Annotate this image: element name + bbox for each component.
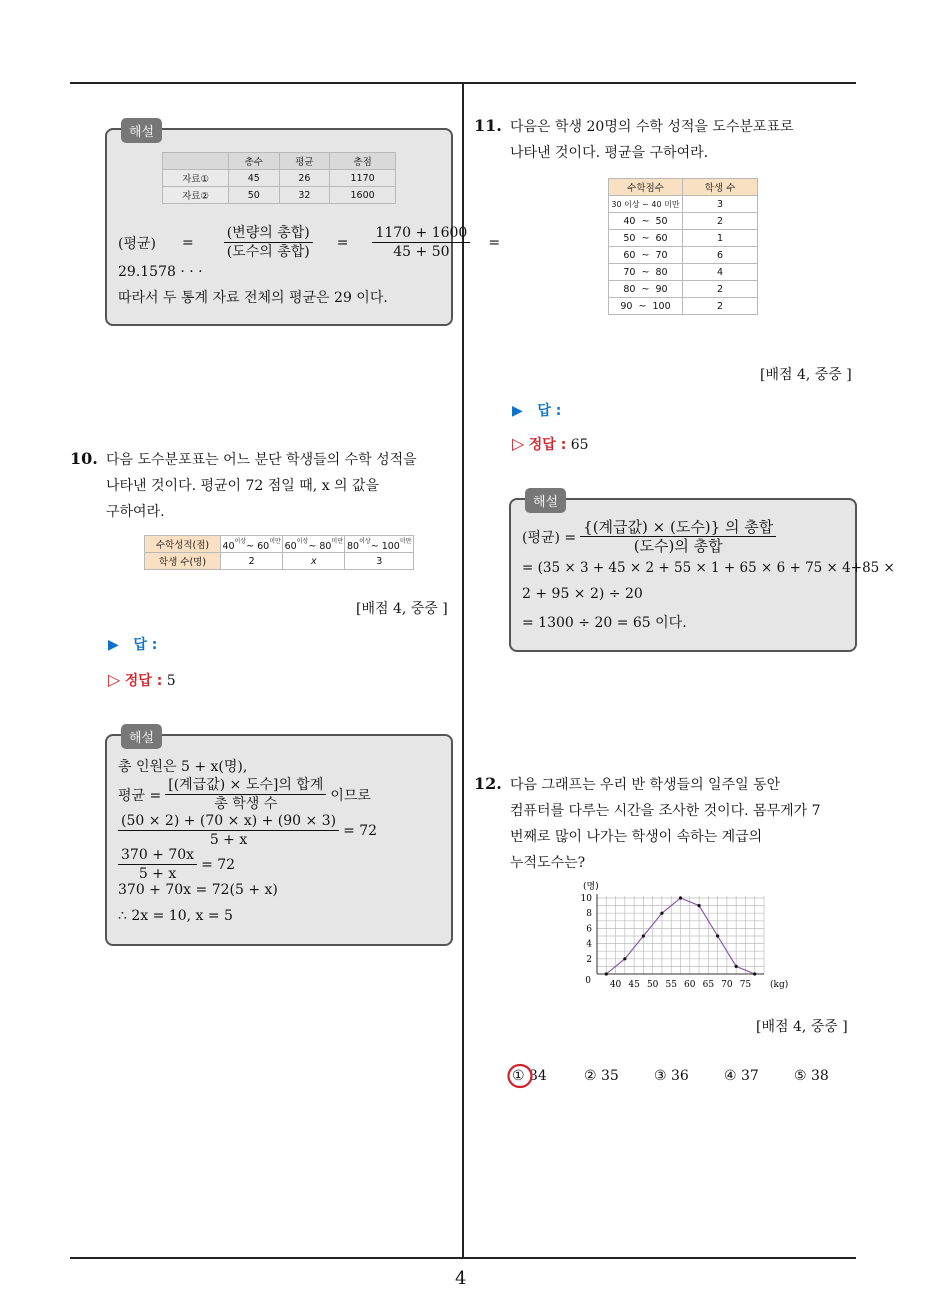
triangle-icon: ▷ [512,434,525,453]
solution-line: 평균 = $\frac{\text{[(계급값) × 도수]의 합계}}{\text{총 학생 수}}$ 이므로 [118,777,371,812]
table-cell: 2 [683,213,758,230]
data-point [660,912,663,915]
table-cell: 45 [229,170,280,187]
data-point [605,972,608,975]
table-cell: 50 [229,187,280,204]
question-number: 12. [474,774,502,793]
table-cell: 1600 [330,187,396,204]
question-text: 다음은 학생 20명의 수학 성적을 도수분포표로 나타낸 것이다. 평균을 구하여라. [510,119,794,161]
explanation-tag: 해설 [121,118,162,143]
table-cell: 30 이상 ~ 40 미만 [609,196,683,213]
question-text: 다음 그래프는 우리 반 학생들의 일주일 동안 컴퓨터를 다루는 시간을 조사한 것이다. 몸무게가 7 번째로 많이 나가는 학생이 속하는 계급의 누적도수는? [510,777,821,871]
y-tick-label: 2 [586,954,592,965]
option-3[interactable]: ③ 36 [654,1068,689,1084]
table-cell: 3 [345,553,414,570]
correct-answer-row: ▷ 정답 : 65 [512,434,589,453]
page-number: 4 [455,1268,467,1289]
answer-row: ▶ 답 : [512,403,562,419]
data-point [735,965,738,968]
play-icon: ▶ [512,403,523,419]
x-tick-label: 55 [665,980,677,990]
frequency-table-q11 [608,178,758,315]
table-header: 학생 수 [683,179,758,196]
table-cell: 자료① [163,170,229,187]
data-point [753,972,756,975]
data-point [716,934,719,937]
solution-line: $\frac{370 + 70x}{5 + x}$ = 72 [118,846,235,883]
option-1[interactable]: ① 34 [512,1068,547,1084]
option-4[interactable]: ④ 37 [724,1068,759,1084]
frequency-table-q10 [144,535,414,570]
table-cell: 60 ~ 70 [609,247,683,264]
table-row-head: 수학성적(점) [145,536,221,553]
table-cell: $80^{이상}\sim$ $100^{미만}$ [345,536,414,553]
answer-row: ▶ 답 : [108,637,158,653]
option-2[interactable]: ② 35 [584,1068,619,1084]
table-cell: 1170 [330,170,396,187]
data-point [623,957,626,960]
y-axis-label: (명) [583,882,599,892]
y-tick-label: 6 [586,924,592,935]
table-cell: 2 [683,298,758,315]
table-cell: 1 [683,230,758,247]
data-point [679,896,682,899]
origin-label: 0 [585,976,591,986]
table-header: 수학점수 [609,179,683,196]
table-cell: x [283,553,345,570]
selected-circle-mark [506,1062,534,1090]
table-cell: 80 ~ 90 [609,281,683,298]
option-5[interactable]: ⑤ 38 [794,1068,829,1084]
x-tick-label: 45 [628,980,640,990]
solution-line: 총 인원은 5 + x(명), [118,759,248,775]
table-cell: $60^{이상}\sim$ $80^{미만}$ [283,536,345,553]
table-cell: 40 ~ 50 [609,213,683,230]
table-header: 평균 [279,153,330,170]
solution-line: (평균) = $\frac{\text{\{(계급값) × (도수)\} 의 총합}}{\text{(도수)의 총합}}$ [522,518,780,555]
table-header: 총점 [330,153,396,170]
y-tick-label: 8 [586,909,592,920]
x-tick-label: 70 [721,980,733,990]
x-tick-label: 50 [646,980,659,990]
table-cell: 자료② [163,187,229,204]
play-icon: ▶ [108,637,119,653]
x-tick-label: 65 [702,980,715,990]
solution-line: ∴ 2x = 10, x = 5 [118,908,233,924]
question-text: 다음 도수분포표는 어느 분단 학생들의 수학 성적을 나타낸 것이다. 평균이 72 점일 때, x 의 값을 구하여라. [106,452,417,520]
x-tick-label: 40 [609,980,622,990]
solution-line: 370 + 70x = 72(5 + x) [118,882,278,898]
solution-line: 2 + 95 × 2) ÷ 20 [522,586,643,602]
table-cell: 2 [683,281,758,298]
table-cell: 3 [683,196,758,213]
y-tick-label: 4 [586,939,592,950]
score-label: [배점 4, 중중 ] [356,601,448,617]
mean-formula: (평균) = $\frac{\text{(변량의 총합)}}{\text{(도수의 총합)}}$ = $\frac{1170 + 1600}{45 + 50}$ = [118,225,501,260]
explanation-tag: 해설 [525,488,566,513]
mean-value: 29.1578 · · · [118,264,203,280]
conclusion: 따라서 두 통계 자료 전체의 평균은 29 이다. [118,290,388,306]
y-tick-label: 10 [580,894,592,904]
table-cell: 4 [683,264,758,281]
score-label: [배점 4, 중중 ] [756,1019,848,1035]
table-row-head: 학생 수(명) [145,553,221,570]
frequency-polygon-chart [570,878,800,996]
x-tick-label: 75 [739,980,752,990]
score-label: [배점 4, 중중 ] [760,367,852,383]
x-tick-label: 60 [684,980,696,990]
data-point [697,904,700,907]
table-cell: 26 [279,170,330,187]
solution-line: = 1300 ÷ 20 = 65 이다. [522,615,687,631]
table-header [163,153,229,170]
question-number: 10. [70,449,98,468]
table-cell: 70 ~ 80 [609,264,683,281]
x-axis-label: (kg) [770,980,789,990]
triangle-icon: ▷ [108,670,121,689]
table-cell: 90 ~ 100 [609,298,683,315]
table-cell: 2 [221,553,283,570]
solution-line: = (35 × 3 + 45 × 2 + 55 × 1 + 65 × 6 + 75 × 4+85 × [522,560,895,576]
table-cell: 50 ~ 60 [609,230,683,247]
table-cell: $40^{이상}\sim$ $60^{미만}$ [221,536,283,553]
table-header: 총수 [229,153,280,170]
bottom-rule [70,1257,856,1259]
table-cell: 32 [279,187,330,204]
question-number: 11. [474,116,502,135]
explanation-tag: 해설 [121,724,162,749]
data-point [642,934,645,937]
table-cell: 6 [683,247,758,264]
solution-line: $\frac{(50 \times 2) + (70 \times x) + (90 \times 3)}{5 + x}$ = 72 [118,812,377,849]
data-table-1 [162,152,396,204]
correct-answer-row: ▷ 정답 : 5 [108,670,176,689]
